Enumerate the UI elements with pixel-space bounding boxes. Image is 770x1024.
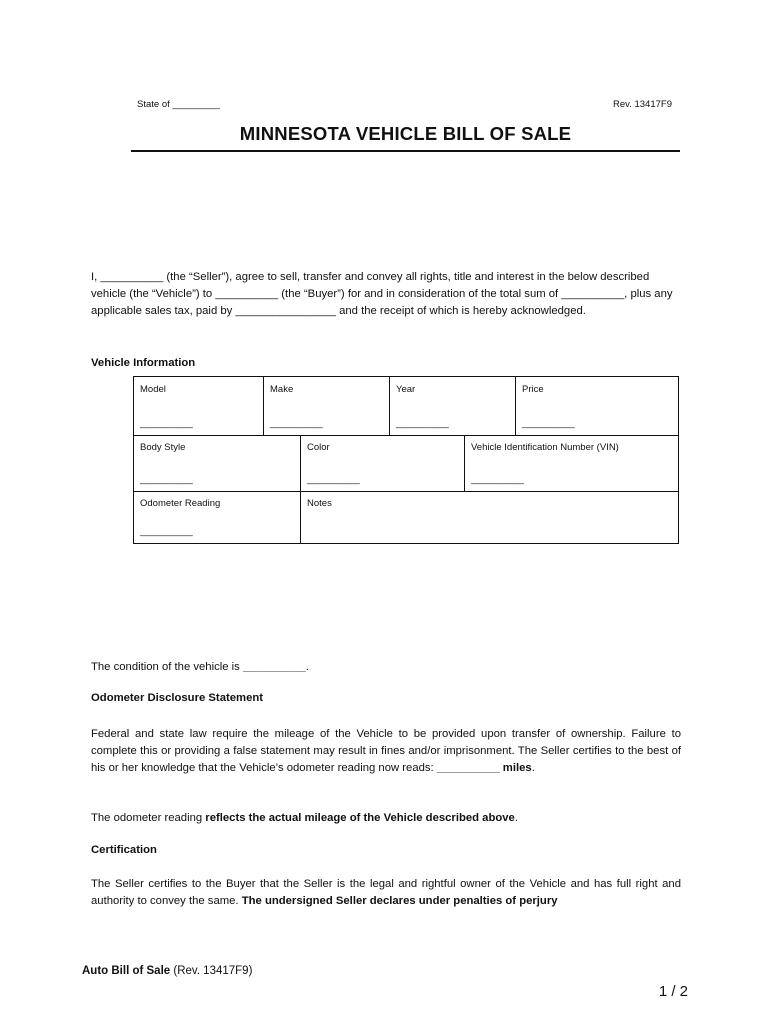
footer-revision: (Rev. 13417F9)	[170, 965, 253, 977]
certification-bold: The undersigned Seller declares under penalties of perjury	[241, 895, 558, 907]
footer-label	[82, 965, 252, 977]
odometer-heading: Odometer Disclosure Statement	[91, 692, 264, 704]
odometer-paragraph: Federal and state law require the mileage of the Vehicle to be provided upon transfer of ownership. Failure to complete this or providing a false statement may result in fines and/or imprisonment. The Seller certifies to the best of his or her knowledge that the Vehicle’s odometer reading now reads: __________ miles.	[91, 728, 681, 774]
vin-field[interactable]: __________	[471, 474, 524, 485]
price-field[interactable]: __________	[522, 418, 575, 429]
condition-field[interactable]: __________	[242, 661, 306, 673]
reflects-suffix: .	[514, 812, 518, 824]
odometer-cell	[134, 491, 301, 543]
color-cell	[301, 435, 465, 491]
vin-cell	[465, 435, 678, 491]
price-label: Price	[522, 384, 544, 395]
body-style-cell	[134, 435, 301, 491]
model-cell	[134, 377, 264, 435]
notes-label: Notes	[307, 498, 332, 509]
footer-title: Auto Bill of Sale	[82, 965, 171, 977]
odometer-label: Odometer Reading	[140, 498, 221, 509]
state-line: State of _________	[137, 99, 220, 110]
intro-paragraph: I, __________ (the “Seller”), agree to sell, transfer and convey all rights, title and interest in the below described vehicle (the “Vehicle”) to __________ (the “Buyer”) for and in consideration of the total sum of __________, plus any applicable sales tax, paid by ________________ and the receipt of which is hereby acknowledged.	[91, 271, 673, 317]
color-field[interactable]: __________	[307, 474, 360, 485]
certification-heading: Certification	[91, 844, 157, 856]
table-row	[134, 435, 678, 492]
year-field[interactable]: __________	[396, 418, 449, 429]
year-label: Year	[396, 384, 416, 395]
certification-paragraph	[91, 876, 681, 910]
reflects-prefix: The odometer reading	[91, 812, 206, 824]
body-style-field[interactable]: __________	[140, 474, 193, 485]
model-label: Model	[140, 384, 166, 395]
make-field[interactable]: __________	[270, 418, 323, 429]
notes-cell	[301, 491, 678, 543]
condition-prefix: The condition of the vehicle is	[91, 661, 243, 673]
vin-label: Vehicle Identification Number (VIN)	[471, 442, 619, 453]
make-cell	[264, 377, 390, 435]
price-cell	[516, 377, 678, 435]
odometer-field[interactable]: __________	[140, 526, 193, 537]
model-field[interactable]: __________	[140, 418, 193, 429]
year-cell	[390, 377, 516, 435]
table-row	[134, 377, 678, 436]
color-label: Color	[307, 442, 330, 453]
odometer-reading-field[interactable]: __________	[436, 762, 500, 774]
revision-number: Rev. 13417F9	[613, 99, 672, 110]
miles-label: miles	[502, 762, 532, 774]
certification-text: The Seller certifies to the Buyer that the Seller is the legal and rightful owner of the Vehicle and has full right and authority to convey the same.	[91, 878, 681, 907]
odometer-reflects-line	[91, 810, 518, 827]
make-label: Make	[270, 384, 294, 395]
body-style-label: Body Style	[140, 442, 186, 453]
page-number: 1 / 2	[658, 983, 688, 1000]
reflects-bold: reflects the actual mileage of the Vehicle described above	[205, 812, 515, 824]
odometer-text: Federal and state law require the mileage of the Vehicle to be provided upon transfer of ownership. Failure to complete this or providing a false statement may result in fines and/or imprisonment. The Seller certifies to the best of his or her knowledge that the Vehicle’s odometer reading now reads:	[91, 728, 681, 774]
title-divider	[131, 150, 680, 152]
condition-line	[91, 659, 309, 676]
vehicle-info-heading: Vehicle Information	[91, 357, 196, 369]
table-row	[134, 491, 678, 543]
condition-suffix: .	[305, 661, 309, 673]
vehicle-info-table	[133, 376, 679, 544]
document-title: MINNESOTA VEHICLE BILL OF SALE	[239, 123, 572, 144]
